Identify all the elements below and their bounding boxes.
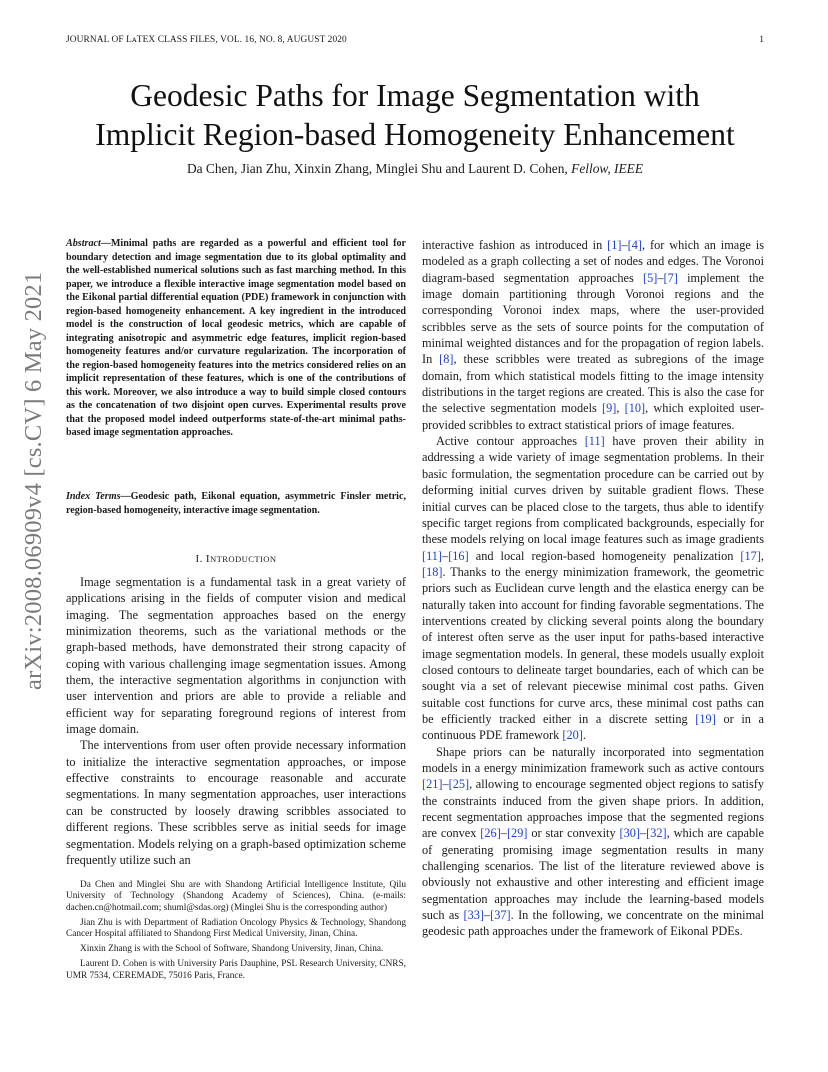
citation-link[interactable]: [7] (663, 270, 678, 285)
text-run: . Thanks to the energy minimization framework, the geometric priors such as Euclidean curve length and the elastica energy can be naturally taken into account for finding favorable segmentations. The interventions created by clicking several points along the boundary of interest often serve as the user input for paths-based interactive image segmentation models. In general, these models usually exploit closed contours to delineate target boundaries, each of which can be sought via a set of relevant piecewise minimal cost paths. Given suitable cost functions for curve arcs, these minimal cost paths can be efficiently tracked either in a discrete setting (422, 564, 764, 726)
page-number: 1 (759, 35, 764, 45)
text-run: implement the image domain partitioning through Voronoi regions and the corresponding Voronoi index maps, where the user-provided scribbles serve as the sets of source points for the computation of minimal weighted distances and for the propagation of region labels. In (422, 270, 765, 367)
index-terms (66, 490, 406, 517)
citation-link[interactable]: [4] (627, 238, 642, 252)
text-run: – (621, 238, 628, 252)
author-fellow-suffix: Fellow, IEEE (571, 161, 644, 176)
body-paragraph: Image segmentation is a fundamental task in a great variety of applications arising in the fields of computer vision and medical imaging. The segmentation approaches based on the energy minimization theorems, such as the variational methods or the graph-based methods, have demonstrated their strong capacity of coping with various challenging image segmentation issues. Among them, the interactive segmentation algorithms in conjunction with user intervention and priors are able to provide a reliable and efficient way for separating foreground regions of interest from image domain. (66, 575, 406, 737)
citation-link[interactable]: [37] (490, 908, 511, 923)
text-run: , for which an image is modeled as a graph collecting a set of nodes and edges. The Voronoi diagram-based segmentation approaches (422, 238, 764, 285)
citation-link[interactable]: [11] (584, 434, 605, 449)
index-terms-text: —Geodesic path, Eikonal equation, asymmetric Finsler metric, region-based homogeneity, interactive image segmentation. (66, 491, 406, 516)
journal-header: JOURNAL OF LᴀTEX CLASS FILES, VOL. 16, NO. 8, AUGUST 2020 (66, 35, 347, 45)
citation-link[interactable]: [26] (480, 826, 501, 841)
footnotes (66, 880, 406, 986)
citation-link[interactable]: [30] (619, 826, 640, 841)
citation-link[interactable]: [19] (695, 711, 716, 726)
text-run: , these scribbles were treated as subregions of the image domain, from which statistical models fitting to the image intensity distributions in the target regions are created. This is also the case for the selective segmentation models (422, 352, 764, 416)
text-run: , allowing to encourage segmented object regions to satisfy the constraints induced from the given shape priors. In addition, recent segmentation approaches impose that the segmented regions are convex (422, 777, 764, 841)
text-run: Active contour approaches (436, 434, 585, 449)
text-run: – (442, 777, 449, 792)
citation-link[interactable]: [9] (601, 401, 617, 416)
text-run: – (484, 908, 491, 923)
body-paragraph: The interventions from user often provide necessary information to initialize the interactive segmentation approaches, or impose effective constraints to encourage reasonable and accurate segmentations. In many segmentation approaches, user interactions can be constructed by loosely drawing scribbles associated to different regions. These scribbles serve as initial seeds for image segmentation. Models relying on a graph-based optimization scheme frequently utilize such an (66, 738, 406, 867)
index-terms-label: Index Terms (66, 491, 121, 502)
text-run: , (616, 401, 625, 416)
citation-link[interactable]: [16] (448, 548, 469, 563)
citation-link[interactable]: [18] (422, 564, 443, 579)
text-run: , (760, 548, 764, 563)
footnote: Laurent D. Cohen is with University Paris Dauphine, PSL Research University, CNRS, UMR 7534, CEREMADE, 75016 Paris, France. (66, 959, 406, 981)
paper-title (40, 76, 790, 154)
citation-link[interactable]: [8] (439, 352, 454, 367)
abstract (66, 237, 406, 440)
citation-link[interactable]: [5] (643, 270, 658, 285)
text-run: have proven their ability in addressing a wide variety of image segmentation problems. In their basic formulation, the segmentation procedure can be carried out by deforming initial curves driven by suitable gradient flows. These initial curves can be placed close to the targets, thus able to identify specific target regions from complicated backgrounds, especially for these models relying on local image features such as image gradients (422, 434, 764, 547)
citation-link[interactable]: [32] (646, 826, 667, 841)
text-run: . (582, 728, 586, 743)
arxiv-stamp: arXiv:2008.06909v4 [cs.CV] 6 May 2021 (20, 271, 47, 690)
citation-link[interactable]: [21] (422, 777, 443, 792)
text-run: – (657, 270, 664, 285)
text-run: – (640, 826, 647, 841)
abstract-text: —Minimal paths are regarded as a powerful and efficient tool for boundary detection and image segmentation due to its global optimality and the well-established numerical solutions such as fast marching method. In this paper, we introduce a flexible interactive image segmentation model based on the Eikonal partial differential equation (PDE) framework in conjunction with region-based homogeneity enhancement. A key ingredient in the introduced model is the construction of local geodesic metrics, which are capable of integrating anisotropic and asymmetric edge features, implicit region-based homogeneity features and/or curvature regularization. The incorporation of the region-based homogeneity features into the metrics considered relies on an implicit representation of these features, which is one of the contributions of this work. Moreover, we also introduce a way to build simple closed contours as the concatenation of two disjoint open curves. Experimental results prove that the proposed model indeed outperforms state-of-the-art minimal paths-based image segmentation approaches. (66, 238, 406, 438)
footnote: Da Chen and Minglei Shu are with Shandong Artificial Intelligence Institute, Qilu University of Technology (Shandong Academy of Sciences), China. (e-mails: dachen.cn@hotmail.com; shuml@sdas.org) (Minglei Shu is the corresponding author) (66, 880, 406, 913)
citation-link[interactable]: [1] (607, 238, 622, 252)
right-column-body (422, 237, 764, 940)
left-column-body (66, 574, 406, 868)
text-run: – (500, 826, 507, 841)
footnote: Xinxin Zhang is with the School of Software, Shandong University, Jinan, China. (80, 944, 384, 955)
footnote: Jian Zhu is with Department of Radiation Oncology Physics & Technology, Shandong Cancer Hospital affiliated to Shandong First Medical University, Jinan, China. (66, 917, 406, 940)
section-name: NTRODUCTION (209, 554, 277, 564)
body-paragraph (422, 237, 764, 433)
text-run: Shape priors can be naturally incorporated into segmentation models in a energy minimization framework such as active contours (422, 744, 764, 775)
citation-link[interactable]: [25] (448, 777, 470, 792)
author-list (40, 161, 790, 177)
body-paragraph (422, 433, 764, 744)
citation-link[interactable]: [29] (506, 826, 528, 841)
section-numeral: I. I (195, 553, 210, 565)
text-run: or star convexity (527, 826, 620, 841)
title-line-2: Implicit Region-based Homogeneity Enhancement (95, 117, 735, 152)
body-paragraph (422, 744, 764, 940)
citation-link[interactable]: [10] (624, 401, 646, 416)
text-run: and local region-based homogeneity penalization (468, 548, 741, 563)
author-names: Da Chen, Jian Zhu, Xinxin Zhang, Minglei Shu and Laurent D. Cohen, (186, 161, 568, 176)
text-run: , which are capable of generating promising image segmentation results in many challenging scenarios. The list of the literature reviewed above is obviously not exhaustive and other interesting and efficient image segmentation approaches may include the learning-based models such as (422, 826, 764, 923)
citation-link[interactable]: [33] (463, 908, 484, 923)
text-run: interactive fashion as introduced in (422, 238, 608, 252)
text-run: , which exploited user-provided scribbles to extract statistical priors of image features. (422, 401, 764, 432)
citation-link[interactable]: [11] (422, 548, 443, 563)
text-run: – (442, 548, 449, 563)
running-head (66, 35, 764, 45)
text-run: or in a continuous PDE framework (422, 711, 764, 743)
text-run: . In the following, we concentrate on the minimal geodesic path approaches under the framework of Eikonal PDEs. (422, 908, 765, 939)
citation-link[interactable]: [20] (562, 728, 583, 743)
abstract-label: Abstract (66, 238, 101, 249)
citation-link[interactable]: [17] (740, 548, 761, 563)
title-line-1: Geodesic Paths for Image Segmentation with (130, 78, 700, 113)
section-heading (66, 553, 406, 565)
